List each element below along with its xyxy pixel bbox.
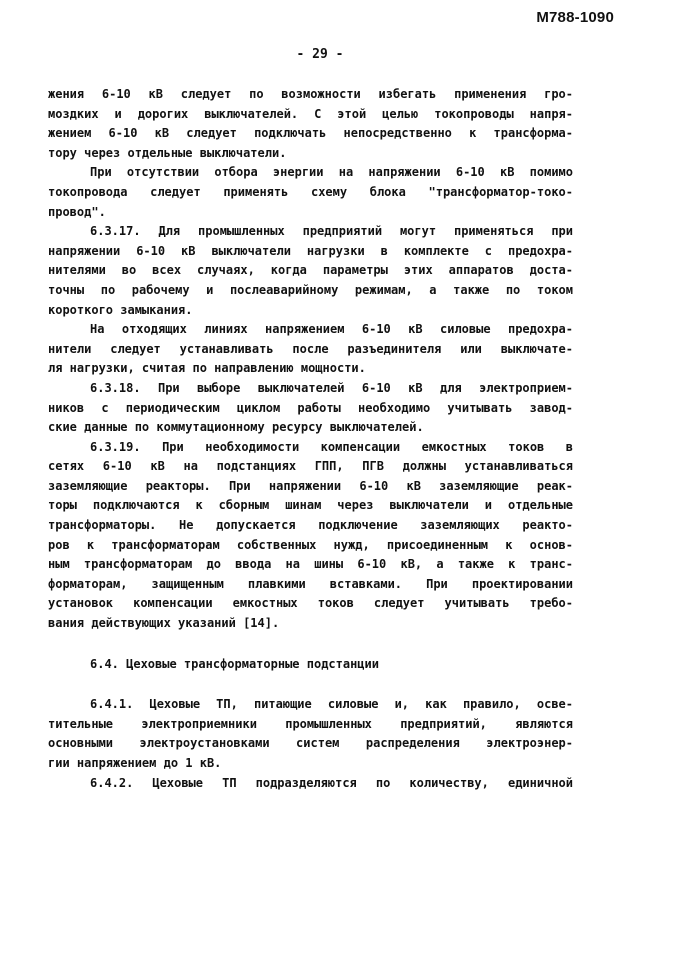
- text-line: ские данные по коммутационному ресурсу выключателей.: [48, 420, 424, 435]
- paragraph-5: [48, 379, 573, 438]
- text-line: ля нагрузки, считая по направлению мощности.: [48, 361, 366, 376]
- text-line: жения 6-10 кВ следует по возможности избегать применения гро-: [48, 87, 573, 101]
- text-line: ным трансформаторам до ввода на шины 6-10 кВ, а также к транс-: [48, 557, 573, 572]
- text-line: гии напряжением до 1 кВ.: [48, 756, 222, 770]
- text-line: основными электроустановками систем распределения электроэнер-: [48, 736, 573, 751]
- paragraph-6: [48, 438, 573, 634]
- text-line: 6.3.17. Для промышленных предприятий могут применяться при: [90, 224, 573, 239]
- text-line: торы подключаются к сборным шинам через выключатели и отдельные: [48, 498, 573, 513]
- text-line: форматорам, защищенным плавкими вставками. При проектировании: [48, 576, 573, 591]
- text-line: напряжении 6-10 кВ выключатели нагрузки в комплекте с предохра-: [48, 243, 573, 258]
- text-line: вания действующих указаний [14].: [48, 616, 280, 631]
- text-line: моздких и дорогих выключателей. С этой целью токопроводы напря-: [48, 106, 573, 121]
- text-line: трансформаторы. Не допускается подключение заземляющих реакто-: [48, 518, 573, 533]
- paragraph-1: [48, 85, 573, 163]
- text-line: тительные электроприемники промышленных предприятий, являются: [48, 716, 573, 731]
- text-line: На отходящих линиях напряжением 6-10 кВ силовые предохра-: [90, 322, 573, 337]
- page-body: [48, 85, 573, 793]
- text-line: тору через отдельные выключатели.: [48, 145, 287, 160]
- text-line: точны по рабочему и послеаварийному режимам, а также по током: [48, 282, 573, 297]
- page-number: - 29 -: [296, 47, 344, 62]
- text-line: установок компенсации емкостных токов следует учитывать требо-: [48, 596, 573, 611]
- paragraph-3: [48, 222, 573, 320]
- text-line: ников с периодическим циклом работы необходимо учитывать завод-: [48, 400, 573, 415]
- text-line: 6.4.1. Цеховые ТП, питающие силовые и, как правило, осве-: [90, 697, 573, 712]
- paragraph-2: [48, 163, 573, 222]
- text-line: заземляющие реакторы. При напряжении 6-10 кВ заземляющие реак-: [48, 478, 573, 493]
- text-line: сетях 6-10 кВ на подстанциях ГПП, ПГВ должны устанавливаться: [48, 459, 573, 474]
- text-line: 6.3.18. При выборе выключателей 6-10 кВ для электроприем-: [90, 380, 573, 395]
- text-line: нители следует устанавливать после разъединителя или выключате-: [48, 341, 573, 356]
- paragraph-7: [48, 695, 573, 773]
- section-heading: 6.4. Цеховые трансформаторные подстанции: [90, 656, 379, 671]
- text-line: При отсутствии отбора энергии на напряжении 6-10 кВ помимо: [90, 165, 573, 180]
- text-line: 6.4.2. Цеховые ТП подразделяются по количеству, единичной: [90, 775, 573, 790]
- text-line: жением 6-10 кВ следует подключать непосредственно к трансформа-: [48, 126, 573, 141]
- text-line: нителями во всех случаях, когда параметры этих аппаратов доста-: [48, 263, 573, 278]
- text-line: токопровода следует применять схему блока "трансформатор-токо-: [48, 184, 573, 199]
- paragraph-8: [48, 774, 573, 794]
- text-line: провод".: [48, 204, 106, 219]
- text-line: короткого замыкания.: [48, 302, 193, 317]
- text-line: ров к трансформаторам собственных нужд, присоединенным к основ-: [48, 537, 573, 552]
- paragraph-4: [48, 320, 573, 379]
- text-line: 6.3.19. При необходимости компенсации емкостных токов в: [90, 439, 573, 454]
- doc-code: М788-1090: [536, 9, 614, 26]
